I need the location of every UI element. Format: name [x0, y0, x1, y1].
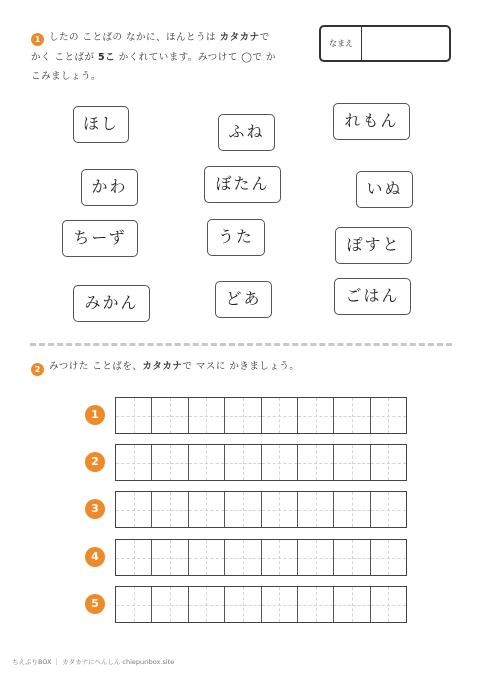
answer-row-number: 3	[85, 499, 105, 519]
name-input-area[interactable]	[362, 27, 449, 60]
answer-cell[interactable]	[371, 587, 406, 622]
word-card[interactable]: れもん	[333, 103, 410, 140]
answer-cell[interactable]	[334, 587, 370, 622]
answer-cell[interactable]	[152, 492, 188, 527]
answer-cell[interactable]	[262, 587, 298, 622]
answer-cell[interactable]	[298, 540, 334, 575]
answer-grid-row-3[interactable]	[115, 491, 407, 528]
answer-cell[interactable]	[116, 445, 152, 480]
answer-cell[interactable]	[371, 445, 406, 480]
section-1-instruction-line-3: こみましょう。	[31, 71, 102, 82]
footer-credit: ちえぷりBOX ｜ カタカナにへんしん chiepuribox.site	[12, 658, 175, 666]
word-card[interactable]: みかん	[73, 285, 150, 322]
answer-cell[interactable]	[298, 398, 334, 433]
section-1-number: 1	[31, 33, 44, 46]
answer-cell[interactable]	[225, 445, 261, 480]
answer-cell[interactable]	[225, 398, 261, 433]
answer-cell[interactable]	[189, 540, 225, 575]
word-card[interactable]: どあ	[215, 281, 272, 318]
answer-cell[interactable]	[371, 398, 406, 433]
answer-cell[interactable]	[334, 445, 370, 480]
answer-cell[interactable]	[262, 492, 298, 527]
answer-cell[interactable]	[116, 398, 152, 433]
answer-cell[interactable]	[298, 445, 334, 480]
answer-cell[interactable]	[334, 492, 370, 527]
answer-cell[interactable]	[298, 587, 334, 622]
answer-cell[interactable]	[152, 540, 188, 575]
answer-grid-row-4[interactable]	[115, 539, 407, 576]
answer-cell[interactable]	[189, 492, 225, 527]
section-1-instruction-line-2: かく ことばが 5こ かくれています。みつけて ◯で か	[31, 52, 276, 63]
answer-cell[interactable]	[334, 398, 370, 433]
word-card[interactable]: ほし	[73, 106, 129, 143]
section-2-number: 2	[31, 363, 44, 376]
word-card[interactable]: かわ	[81, 169, 138, 206]
word-card[interactable]: ふね	[218, 114, 275, 151]
answer-cell[interactable]	[298, 492, 334, 527]
answer-cell[interactable]	[152, 587, 188, 622]
answer-cell[interactable]	[152, 445, 188, 480]
word-card[interactable]: ちーず	[62, 220, 138, 257]
answer-row-number: 5	[85, 594, 105, 614]
answer-cell[interactable]	[225, 587, 261, 622]
answer-grid-row-2[interactable]	[115, 444, 407, 481]
word-card[interactable]: ぽすと	[335, 227, 412, 264]
answer-cell[interactable]	[152, 398, 188, 433]
section-1-instruction-line-1: したの ことばの なかに、ほんとうは カタカナで	[49, 32, 270, 43]
word-card[interactable]: いぬ	[356, 171, 413, 208]
word-card[interactable]: ごはん	[334, 278, 411, 315]
answer-cell[interactable]	[116, 492, 152, 527]
answer-row-number: 1	[85, 405, 105, 425]
answer-cell[interactable]	[334, 540, 370, 575]
answer-grid-row-1[interactable]	[115, 397, 407, 434]
answer-cell[interactable]	[262, 445, 298, 480]
word-card[interactable]: ぼたん	[204, 166, 281, 203]
answer-cell[interactable]	[189, 398, 225, 433]
answer-cell[interactable]	[225, 540, 261, 575]
answer-cell[interactable]	[371, 492, 406, 527]
answer-cell[interactable]	[116, 587, 152, 622]
name-box	[319, 25, 451, 62]
answer-cell[interactable]	[262, 540, 298, 575]
word-card[interactable]: うた	[207, 219, 265, 256]
answer-cell[interactable]	[371, 540, 406, 575]
answer-row-number: 4	[85, 547, 105, 567]
answer-row-number: 2	[85, 452, 105, 472]
section-divider	[30, 343, 452, 346]
answer-grid-row-5[interactable]	[115, 586, 407, 623]
answer-cell[interactable]	[189, 445, 225, 480]
name-label: なまえ	[321, 27, 362, 60]
answer-cell[interactable]	[262, 398, 298, 433]
answer-cell[interactable]	[116, 540, 152, 575]
answer-cell[interactable]	[225, 492, 261, 527]
answer-cell[interactable]	[189, 587, 225, 622]
section-2-instruction: みつけた ことばを、カタカナで マスに かきましょう。	[49, 361, 300, 372]
